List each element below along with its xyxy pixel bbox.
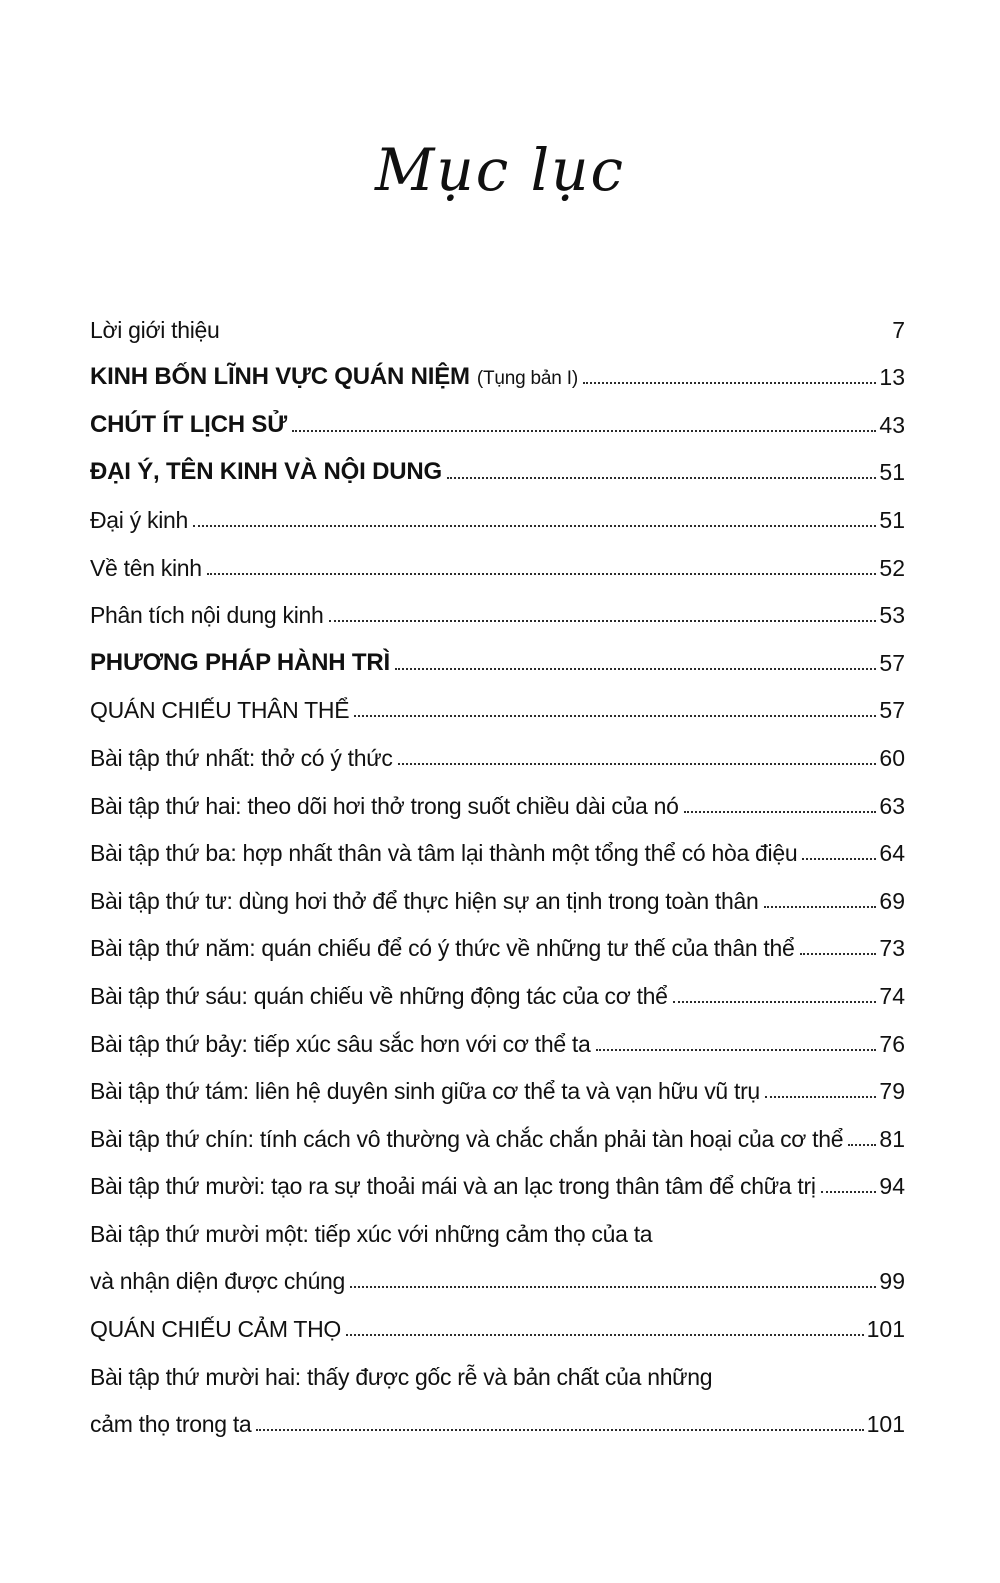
toc-entry (90, 1200, 905, 1248)
toc-entry-label: Bài tập thứ bảy: tiếp xúc sâu sắc hơn với cơ thể ta (90, 1030, 591, 1057)
toc-entry (90, 1391, 905, 1439)
toc-entry (90, 1010, 905, 1058)
toc-entry (90, 582, 905, 630)
toc-entry-page: 99 (879, 1268, 905, 1295)
toc-entry-label: ĐẠI Ý, TÊN KINH VÀ NỘI DUNG (90, 458, 442, 486)
dot-leader (764, 906, 877, 908)
toc-entry-label: Bài tập thứ chín: tính cách vô thường và chắc chắn phải tàn hoại của cơ thể (90, 1125, 844, 1152)
toc-entry-label: Bài tập thứ năm: quán chiếu để có ý thức về những tư thế của thân thể (90, 935, 795, 962)
toc-entry (90, 915, 905, 963)
dot-leader (354, 715, 876, 717)
dot-leader (292, 430, 877, 432)
toc-entry (90, 1105, 905, 1153)
toc-entry-label: Đại ý kinh (90, 506, 188, 533)
toc-entry-label: Bài tập thứ nhất: thở có ý thức (90, 744, 393, 771)
page-title: Mục lục (374, 136, 626, 204)
toc-entry (90, 1343, 905, 1391)
toc-entry (90, 1058, 905, 1106)
toc-entry-label: Bài tập thứ mười một: tiếp xúc với những cảm thọ của ta (90, 1220, 653, 1247)
toc-entry-page: 51 (879, 459, 905, 486)
toc-entry-label: Bài tập thứ tám: liên hệ duyên sinh giữa cơ thể ta và vạn hữu vũ trụ (90, 1078, 760, 1105)
toc-entry-label: Phân tích nội dung kinh (90, 602, 324, 629)
dot-leader (398, 763, 877, 765)
toc-entry (90, 534, 905, 582)
toc-entry-page: 43 (879, 411, 905, 438)
toc-entry-page: 76 (879, 1030, 905, 1057)
toc-entry-page: 60 (879, 744, 905, 771)
toc-entry-label: Bài tập thứ mười: tạo ra sự thoải mái và an lạc trong thân tâm để chữa trị (90, 1173, 816, 1200)
toc-entry-page: 53 (879, 602, 905, 629)
toc-entry (90, 1248, 905, 1296)
toc-entry-page: 81 (879, 1125, 905, 1152)
dot-leader (848, 1144, 876, 1146)
toc-entry-page: 101 (866, 1316, 905, 1343)
toc-entry-label: PHƯƠNG PHÁP HÀNH TRÌ (90, 648, 390, 676)
toc-entry-suffix: (Tụng bản I) (476, 368, 578, 390)
toc-entry-label: Bài tập thứ tư: dùng hơi thở để thực hiện sự an tịnh trong toàn thân (90, 887, 759, 914)
dot-leader (447, 477, 876, 479)
toc-entry (90, 1153, 905, 1201)
toc-entry-label: Lời giới thiệu (90, 316, 220, 343)
toc-entry-page: 7 (892, 316, 905, 343)
toc-entry (90, 391, 905, 439)
dot-leader (673, 1001, 877, 1003)
toc-entry (90, 1295, 905, 1343)
toc-entry-label: Về tên kinh (90, 554, 202, 581)
toc-entry-label: QUÁN CHIẾU THÂN THỂ (90, 697, 350, 724)
dot-leader (346, 1334, 864, 1336)
dot-leader (329, 620, 877, 622)
toc-entry (90, 724, 905, 772)
dot-leader (684, 811, 877, 813)
dot-leader (193, 525, 876, 527)
toc-entry-page: 13 (879, 364, 905, 391)
toc-entry-page: 69 (879, 887, 905, 914)
toc-entry-page: 51 (879, 506, 905, 533)
toc-entry-label: Bài tập thứ sáu: quán chiếu về những động tác của cơ thể (90, 982, 668, 1009)
dot-leader (596, 1049, 877, 1051)
toc-entry (90, 629, 905, 677)
dot-leader (395, 668, 876, 670)
toc-entry-label: và nhận diện được chúng (90, 1268, 346, 1295)
toc-entry-page: 57 (879, 649, 905, 676)
toc-entry (90, 296, 905, 344)
toc-entry (90, 820, 905, 868)
toc-entry-page: 63 (879, 792, 905, 819)
dot-leader (821, 1191, 877, 1193)
toc-entry (90, 344, 905, 392)
dot-leader (207, 573, 877, 575)
toc-entry (90, 439, 905, 487)
dot-leader (583, 382, 876, 384)
toc-entry-page: 52 (879, 554, 905, 581)
toc-entry (90, 486, 905, 534)
toc-entry-page: 94 (879, 1173, 905, 1200)
toc-entry-label: KINH BỐN LĨNH VỰC QUÁN NIỆM (90, 363, 470, 391)
toc-entry-label: Bài tập thứ ba: hợp nhất thân và tâm lại thành một tổng thể có hòa điệu (90, 840, 798, 867)
dot-leader (256, 1429, 863, 1431)
dot-leader (802, 858, 876, 860)
toc-list (90, 296, 905, 1438)
dot-leader (350, 1286, 876, 1288)
toc-entry (90, 962, 905, 1010)
toc-entry-page: 74 (879, 982, 905, 1009)
dot-leader (800, 953, 877, 955)
toc-entry (90, 677, 905, 725)
toc-entry-page: 79 (879, 1078, 905, 1105)
toc-entry (90, 772, 905, 820)
toc-entry-page: 64 (879, 840, 905, 867)
toc-entry-page: 57 (879, 697, 905, 724)
toc-entry-label: CHÚT ÍT LỊCH SỬ (90, 410, 287, 438)
toc-entry-label: Bài tập thứ mười hai: thấy được gốc rễ và bản chất của những (90, 1363, 713, 1390)
toc-entry (90, 867, 905, 915)
toc-entry-label: cảm thọ trong ta (90, 1411, 252, 1438)
toc-entry-page: 73 (879, 935, 905, 962)
toc-entry-label: QUÁN CHIẾU CẢM THỌ (90, 1316, 342, 1343)
toc-entry-label: Bài tập thứ hai: theo dõi hơi thở trong suốt chiều dài của nó (90, 792, 679, 819)
dot-leader (765, 1096, 876, 1098)
toc-entry-page: 101 (866, 1411, 905, 1438)
